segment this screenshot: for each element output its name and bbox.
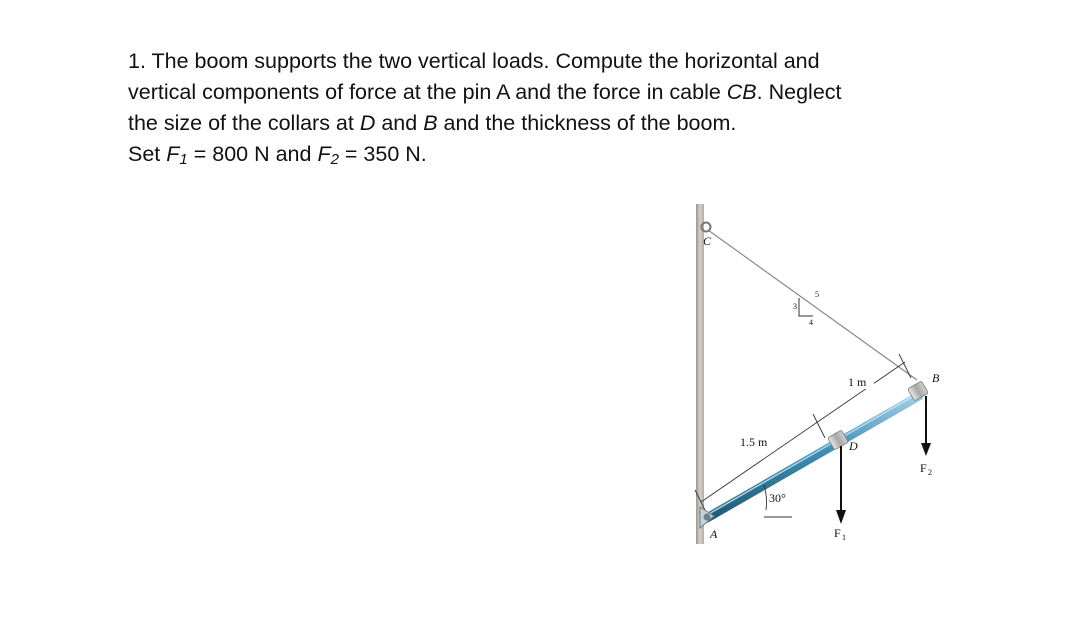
problem-text: Set (128, 142, 167, 166)
pin-a-icon (704, 514, 711, 521)
problem-text: and (375, 111, 424, 135)
force-f1-label: F (834, 526, 841, 540)
problem-line-3 (128, 108, 1008, 139)
problem-line-2 (128, 77, 1008, 108)
force-f1-arrowhead-icon (836, 510, 846, 524)
problem-text: = 800 N and (187, 142, 318, 166)
problem-statement (128, 46, 1008, 175)
dim-1-label: 1 m (848, 375, 867, 389)
force-f1-subscript: 1 (842, 533, 846, 542)
angle-label: 30° (769, 491, 786, 505)
label-c: C (703, 234, 712, 248)
label-d: D (849, 439, 858, 453)
problem-text: 1. The boom supports the two vertical loads. Compute the horizontal and (128, 49, 820, 73)
slope-5: 5 (815, 290, 819, 299)
problem-line-4 (128, 139, 1008, 175)
problem-text: and the thickness of the boom. (437, 111, 737, 135)
problem-text: vertical components of force at the pin A and the force in cable (128, 80, 727, 104)
collar-d-symbol: D (359, 111, 376, 135)
boom-diagram (680, 192, 960, 552)
label-a: A (710, 527, 718, 541)
f1-subscript: 1 (179, 151, 188, 168)
f1-symbol: F (166, 142, 180, 166)
force-f2-arrowhead-icon (921, 443, 931, 456)
force-f2-label: F (920, 461, 927, 475)
label-b: B (932, 371, 940, 385)
problem-line-1 (128, 46, 1008, 77)
f2-symbol: F (317, 142, 331, 166)
f2-subscript: 2 (330, 151, 339, 168)
dimension-line (701, 362, 905, 502)
slope-4: 4 (809, 318, 813, 327)
force-f2-subscript: 2 (928, 468, 932, 477)
dim-1-5-label: 1.5 m (740, 435, 768, 449)
slope-3: 3 (793, 302, 797, 311)
cable-cb (708, 230, 917, 380)
dimension-tick (899, 354, 911, 378)
collar-b-symbol: B (423, 111, 438, 135)
cable-cb-symbol: CB (726, 80, 757, 104)
problem-text: . Neglect (756, 80, 842, 104)
problem-text: the size of the collars at (128, 111, 360, 135)
boom-highlight (707, 393, 919, 515)
boom-figure (680, 192, 960, 552)
problem-text: = 350 N. (338, 142, 427, 166)
wall (696, 204, 704, 544)
